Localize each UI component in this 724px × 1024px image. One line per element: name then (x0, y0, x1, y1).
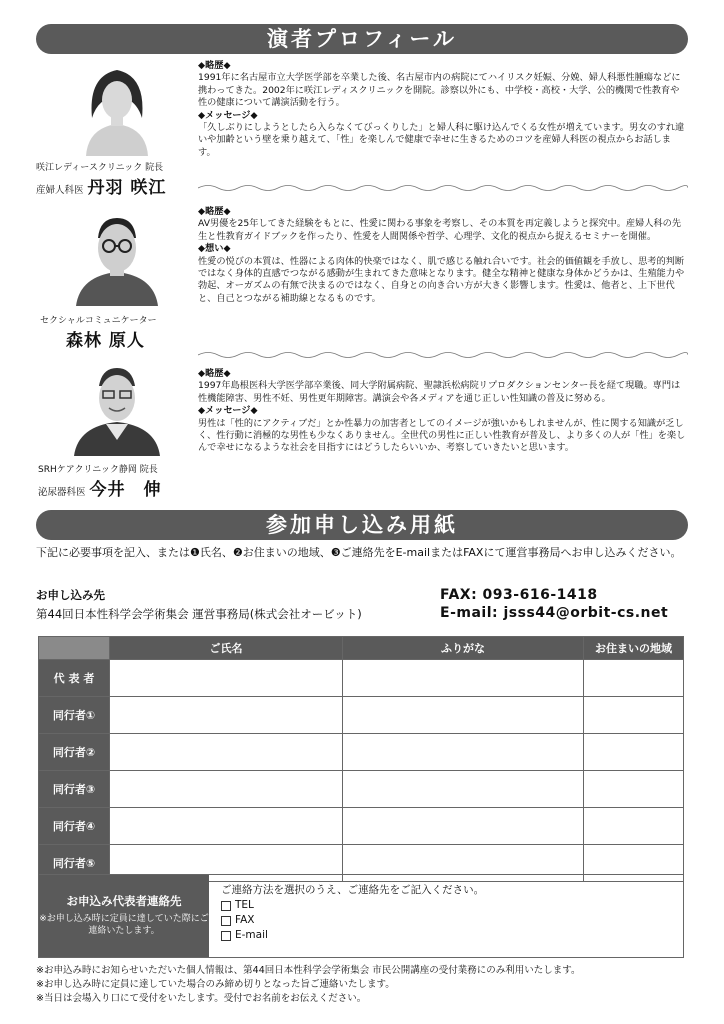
form-banner: 参加申し込み用紙 (36, 510, 688, 540)
name-field[interactable] (110, 697, 343, 734)
speaker-bio (198, 60, 688, 159)
contact-options-area (221, 883, 484, 943)
row-label: 代 表 者 (39, 660, 110, 697)
speaker-bio (198, 206, 688, 305)
table-row (39, 808, 684, 845)
speaker-name: 森林 原人 (66, 331, 145, 351)
message-text: 男性は「性的にアクティブだ」とか性暴力の加害者としてのイメージが強いかもしれませんが、性に関する知識が乏しく、性行動に消極的な男性も少なくありません。全世代の男性に正しい性教育が普及し、より多くの人が「性」を楽しんで幸せになるような社会を目指すにはどうしたらいいか、考察していきたいと思います。 (198, 417, 686, 454)
checkbox-icon[interactable] (221, 916, 231, 926)
name-field[interactable] (110, 734, 343, 771)
region-field[interactable] (584, 660, 684, 697)
speaker-photo-moribayashi (66, 208, 168, 306)
contact-note: ※お申し込み時に定員に達していた際にご連絡いたします。 (39, 914, 209, 936)
column-header-furigana: ふりがな (343, 637, 584, 660)
speaker-role: 泌尿器科医 (38, 487, 86, 498)
option-label: TEL (235, 899, 254, 911)
checkbox-icon[interactable] (221, 931, 231, 941)
region-field[interactable] (584, 808, 684, 845)
footnotes (36, 964, 581, 1006)
footnote: ※当日は会場入り口にて受付をいたします。受付でお名前をお伝えください。 (36, 993, 367, 1004)
row-label: 同行者⑤ (39, 845, 110, 882)
message-heading: ◆メッセージ◆ (198, 109, 258, 121)
row-label: 同行者② (39, 734, 110, 771)
name-field[interactable] (110, 808, 343, 845)
option-label: E-mail (235, 929, 268, 941)
apply-label: お申し込み先 (36, 588, 105, 602)
contact-instruction: ご連絡方法を選択のうえ、ご連絡先をご記入ください。 (221, 884, 485, 896)
thoughts-heading: ◆想い◆ (198, 243, 231, 255)
table-corner (39, 637, 110, 660)
message-heading: ◆メッセージ◆ (198, 405, 258, 417)
ornament-divider (198, 350, 688, 360)
speaker-title: SRHケアクリニック静岡 院長 (38, 465, 158, 475)
ornament-divider (198, 183, 688, 193)
option-label: FAX (235, 914, 255, 926)
name-field[interactable] (110, 771, 343, 808)
furigana-field[interactable] (343, 660, 584, 697)
table-row (39, 697, 684, 734)
region-field[interactable] (584, 771, 684, 808)
email-address: E-mail: jsss44@orbit-cs.net (440, 605, 669, 621)
furigana-field[interactable] (343, 734, 584, 771)
bio-text: 1997年島根医科大学医学部卒業後、同大学附属病院、聖隷浜松病院リプロダクションセンター長を経て現職。専門は性機能障害、男性不妊、男性更年期障害。講演会や各メディアを通じ正しい性知識の普及に努める。 (198, 380, 681, 404)
region-field[interactable] (584, 697, 684, 734)
row-label: 同行者③ (39, 771, 110, 808)
contact-option-fax[interactable] (221, 913, 484, 928)
furigana-field[interactable] (343, 697, 584, 734)
table-row (39, 771, 684, 808)
thoughts-text: 性愛の悦びの本質は、性器による肉体的快楽ではなく、肌で感じる触れ合いです。社会的価値観を手放し、思考的判断ではなく身体的直感でつながる感動が生まれてきた意味となります。健全な精神と健康な身体かどうかは、生殖能力や勃起、オーガズムの有無で決まるのではなく、自身との向き合い方が大きく影響します。性愛は、他者と、上下世代と、自己とつながる補助線となるものです。 (198, 255, 685, 304)
row-label: 同行者① (39, 697, 110, 734)
bio-text: AV男優を25年してきた経験をもとに、性愛に関わる事象を考察し、その本質を再定義しようと探究中。産婦人科の先生と性教育ガイドブックを作ったり、性愛を人間関係や哲学、心理学、文化的視点から捉えるセミナーを開催。 (198, 218, 682, 242)
checkbox-icon[interactable] (221, 901, 231, 911)
bio-text: 1991年に名古屋市立大学医学部を卒業した後、名古屋市内の病院にてハイリスク妊娠、分娩、婦人科悪性腫瘍などに携わってきた。2002年に咲江レディスクリニックを開院。診察以外にも、中学校・高校・大学、公的機関で性教育や性の健康について講演活動を行う。 (198, 72, 681, 109)
speaker-title: セクシャルコミュニケーター (40, 316, 157, 326)
form-intro: 下記に必要事項を記入、または❶氏名、❷お住まいの地域、❸ご連絡先をE-mailまたはFAXにて運営事務局へお申し込みください。 (36, 546, 682, 559)
speaker-photo-imai (66, 358, 168, 456)
name-field[interactable] (110, 660, 343, 697)
speaker-bio (198, 368, 688, 455)
speaker-role: 産婦人科医 (36, 185, 84, 196)
contact-option-tel[interactable] (221, 898, 484, 913)
speaker-title: 咲江レディースクリニック 院長 (36, 163, 164, 173)
speaker-name-block (36, 173, 166, 198)
row-label: 同行者④ (39, 808, 110, 845)
contact-option-email[interactable] (221, 928, 484, 943)
region-field[interactable] (584, 734, 684, 771)
speaker-name: 今井 伸 (89, 480, 162, 500)
table-row (39, 734, 684, 771)
bio-heading: ◆略歴◆ (198, 368, 231, 379)
contact-box (38, 874, 684, 958)
fax-number: FAX: 093-616-1418 (440, 587, 598, 603)
speaker-name-block (62, 326, 145, 351)
footnote: ※お申し込み時に定員に達していた場合のみ締め切りとなった旨ご連絡いたします。 (36, 979, 395, 990)
speaker-name: 丹羽 咲江 (87, 178, 167, 198)
speaker-photo-niwa (66, 58, 168, 156)
registration-table (38, 636, 684, 882)
table-row (39, 660, 684, 697)
bio-heading: ◆略歴◆ (198, 60, 231, 71)
column-header-region: お住まいの地域 (584, 637, 684, 660)
contact-title: お申込み代表者連絡先 (66, 894, 182, 908)
message-text: 「久しぶりにしようとしたら入らなくてびっくりした」と婦人科に駆け込んでくる女性が増えています。男女のすれ違いや加齢という壁を乗り越えて、「性」を楽しんで健康で幸せに生きるためのコツを産婦人科医の視点からお話します。 (198, 122, 685, 158)
furigana-field[interactable] (343, 808, 584, 845)
footnote: ※お申込み時にお知らせいただいた個人情報は、第44回日本性科学会学術集会 市民公開講座の受付業務にのみ利用いたします。 (36, 965, 581, 976)
bio-heading: ◆略歴◆ (198, 206, 231, 217)
column-header-name: ご氏名 (110, 637, 343, 660)
contact-label-cell (39, 875, 209, 957)
profile-banner: 演者プロフィール (36, 24, 688, 54)
speaker-name-block (38, 475, 162, 500)
furigana-field[interactable] (343, 771, 584, 808)
apply-to: 第44回日本性科学会学術集会 運営事務局(株式会社オービット) (36, 607, 362, 621)
